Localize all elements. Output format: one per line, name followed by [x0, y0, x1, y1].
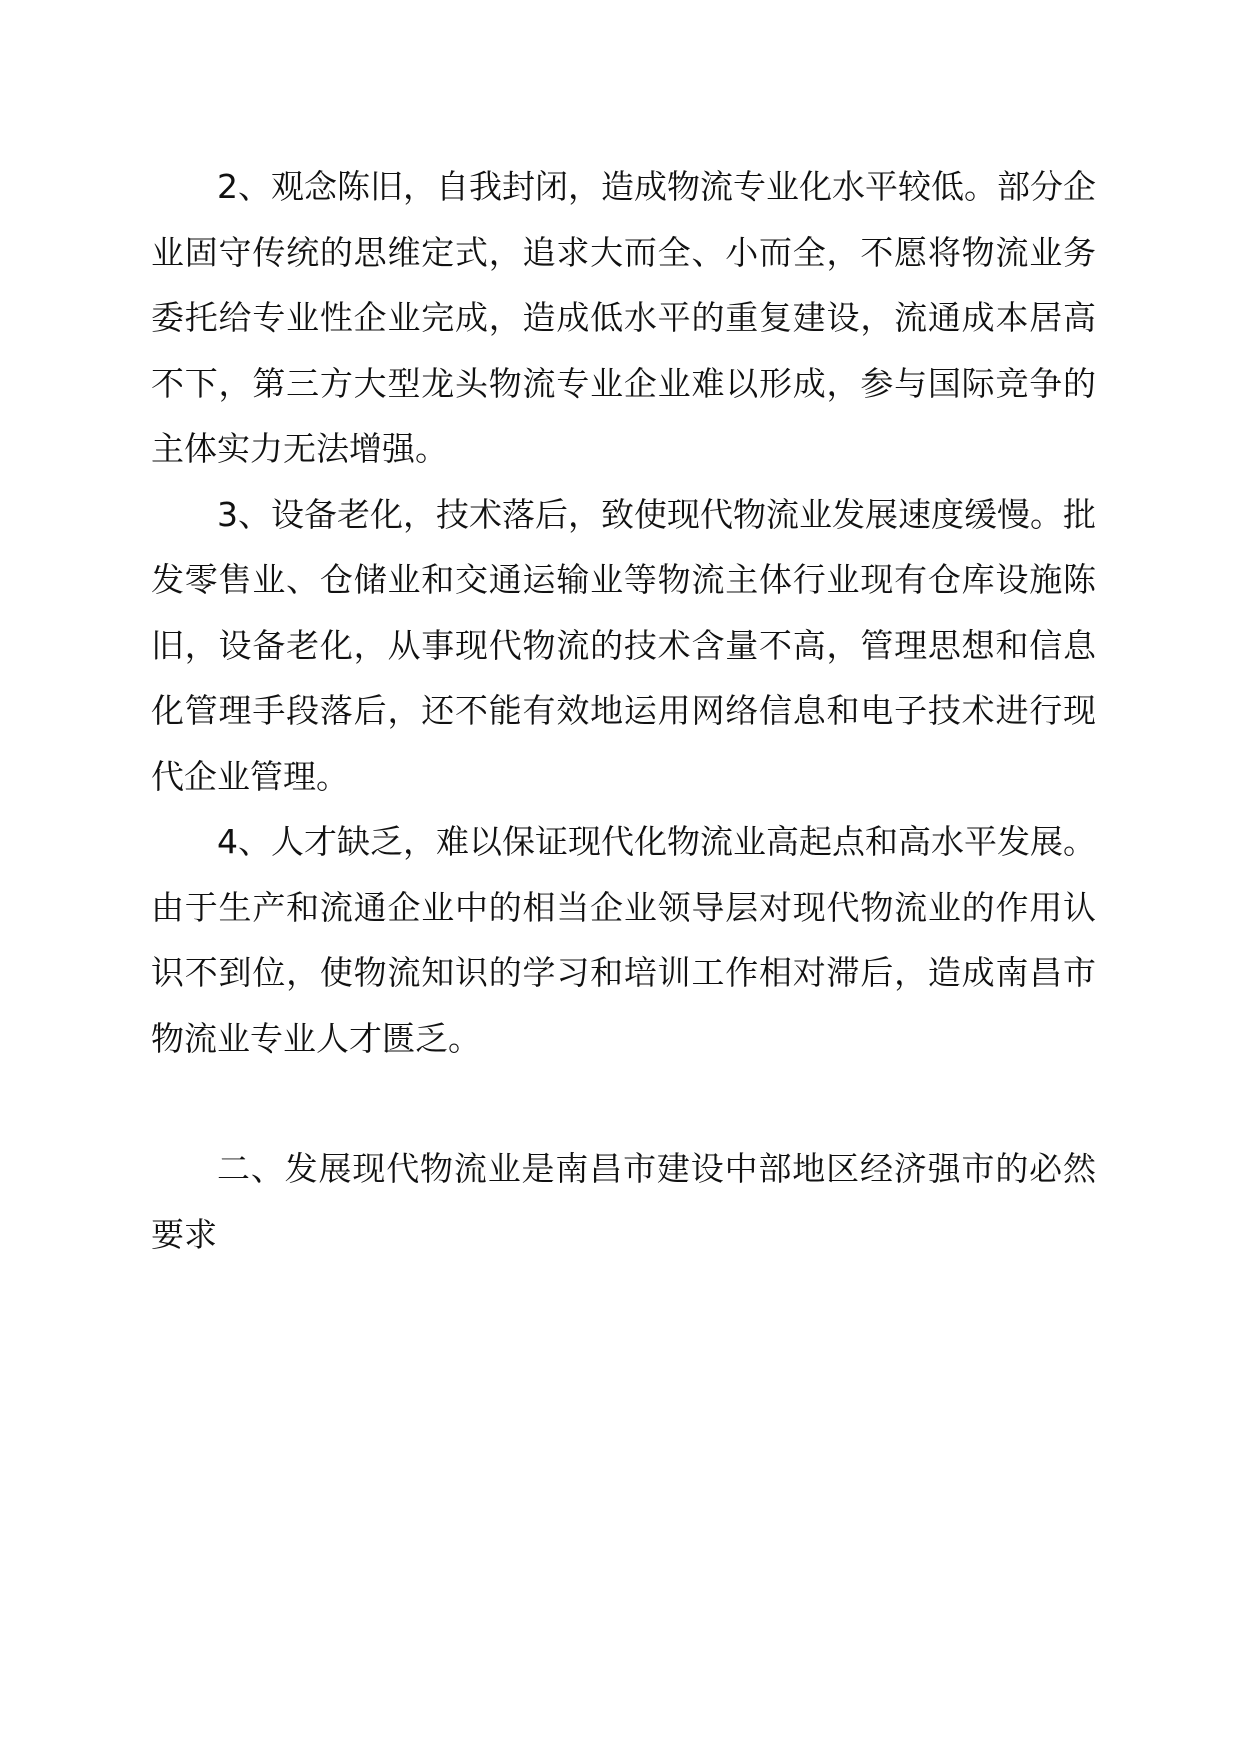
document-body — [151, 154, 1096, 1267]
paragraph-talent: 4、人才缺乏，难以保证现代化物流业高起点和高水平发展。由于生产和流通企业中的相当企业领导层对现代物流业的作用认识不到位，使物流知识的学习和培训工作相对滞后，造成南昌市物流业专业人才匮乏。 — [151, 822, 1096, 1058]
section-heading: 二、发展现代物流业是南昌市建设中部地区经济强市的必然要求 — [151, 1149, 1096, 1254]
paragraph-equipment: 3、设备老化，技术落后，致使现代物流业发展速度缓慢。批发零售业、仓储业和交通运输业等物流主体行业现有仓库设施陈旧，设备老化，从事现代物流的技术含量不高，管理思想和信息化管理手段落后，还不能有效地运用网络信息和电子技术进行现代企业管理。 — [151, 494, 1096, 796]
paragraph-concepts: 2、观念陈旧，自我封闭，造成物流专业化水平较低。部分企业固守传统的思维定式，追求大而全、小而全，不愿将物流业务委托给专业性企业完成，造成低水平的重复建设，流通成本居高不下，第三方大型龙头物流专业企业难以形成，参与国际竞争的主体实力无法增强。 — [151, 167, 1096, 468]
